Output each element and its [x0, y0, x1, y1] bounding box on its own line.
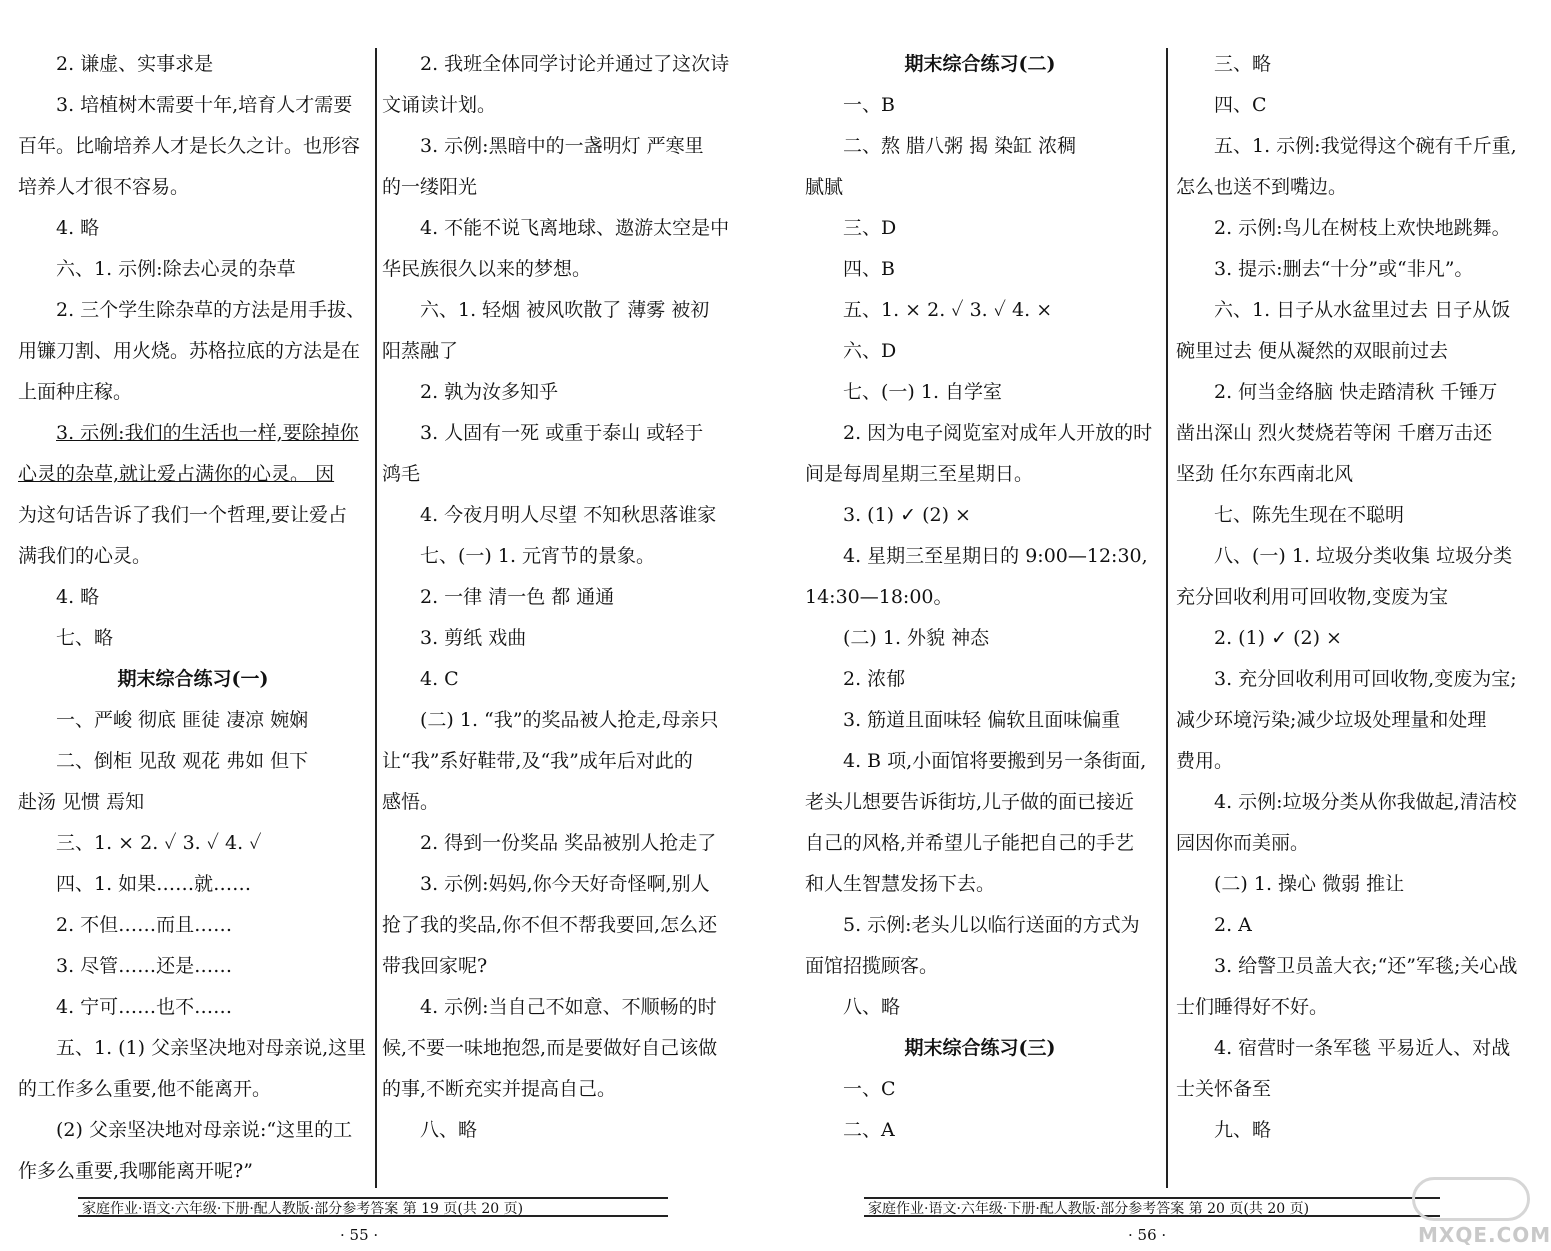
footer-right: 家庭作业·语文·六年级·下册·配人教版·部分参考答案 第 20 页(共 20 页) — [864, 1197, 1440, 1217]
answer-line: 七、(一) 1. 元宵节的景象。 — [420, 545, 656, 567]
answer-line: 七、陈先生现在不聪明 — [1214, 504, 1405, 526]
page-number-left: · 55 · — [340, 1226, 379, 1244]
answer-line: 腻腻 — [805, 176, 844, 198]
answer-line: 士关怀备至 — [1176, 1078, 1272, 1100]
answer-line: 一、C — [843, 1078, 896, 1100]
answer-line: 二、熬 腊八粥 揭 染缸 浓稠 — [843, 135, 1077, 157]
answer-line: (二) 1. “我”的奖品被人抢走,母亲只 — [420, 709, 719, 731]
column-divider-left — [375, 48, 377, 1188]
section-heading: 期末综合练习(一) — [117, 668, 269, 690]
answer-column-2 — [382, 44, 732, 1151]
answer-line: 4. 略 — [56, 586, 100, 608]
page-number-right: · 56 · — [1128, 1226, 1167, 1244]
answer-line: 4. 略 — [56, 217, 100, 239]
section-heading: 期末综合练习(二) — [904, 53, 1056, 75]
answer-line: 2. A — [1214, 914, 1252, 936]
answer-line: 4. B 项,小面馆将要搬到另一条街面, — [843, 750, 1147, 772]
answer-line: 间是每周星期三至星期日。 — [805, 463, 1034, 485]
answer-line: 减少环境污染;减少垃圾处理量和处理 — [1176, 709, 1487, 731]
answer-line: 五、1. 示例:我觉得这个碗有千斤重, — [1214, 135, 1517, 157]
answer-line: 3. 培植树木需要十年,培育人才需要 — [56, 94, 353, 116]
answer-line: 2. (1) ✓ (2) × — [1214, 627, 1342, 649]
answer-line: 3. 充分回收利用可回收物,变废为宝; — [1214, 668, 1517, 690]
answer-line: 百年。比喻培养人才是长久之计。也形容 — [18, 135, 361, 157]
answer-line: 2. 一律 清一色 都 通通 — [420, 586, 615, 608]
answer-line: 一、严峻 彻底 匪徒 凄凉 婉娴 — [56, 709, 309, 731]
answer-line: 用镰刀割、用火烧。苏格拉底的方法是在 — [18, 340, 361, 362]
answer-line: 的事,不断充实并提高自己。 — [382, 1078, 617, 1100]
answer-line: 阳蒸融了 — [382, 340, 459, 362]
answer-line: 抢了我的奖品,你不但不帮我要回,怎么还 — [382, 914, 718, 936]
answer-line: 四、1. 如果……就…… — [56, 873, 252, 895]
answer-line: 2. 三个学生除杂草的方法是用手拔、 — [56, 299, 366, 321]
answer-line: (2) 父亲坚决地对母亲说:“这里的工 — [56, 1119, 353, 1141]
answer-line: 六、1. 轻烟 被风吹散了 薄雾 被初 — [420, 299, 710, 321]
answer-line: 的工作多么重要,他不能离开。 — [18, 1078, 272, 1100]
answer-line: 2. 浓郁 — [843, 668, 906, 690]
answer-line: 六、D — [843, 340, 897, 362]
answer-line: 候,不要一味地抱怨,而是要做好自己该做 — [382, 1037, 718, 1059]
answer-line: 感悟。 — [382, 791, 440, 813]
answer-line: 2. 示例:鸟儿在树枝上欢快地跳舞。 — [1214, 217, 1511, 239]
answer-line: 八、略 — [420, 1119, 478, 1141]
watermark-logo — [1412, 1177, 1551, 1247]
answer-line: 3. 尽管……还是…… — [56, 955, 233, 977]
answer-line: 4. 示例:当自己不如意、不顺畅的时 — [420, 996, 717, 1018]
answer-line: 九、略 — [1214, 1119, 1272, 1141]
answer-line: 2. 何当金络脑 快走踏清秋 千锤万 — [1214, 381, 1498, 403]
answer-line: 3. 剪纸 戏曲 — [420, 627, 527, 649]
answer-line: 2. 得到一份奖品 奖品被别人抢走了 — [420, 832, 717, 854]
answer-line: 2. 不但……而且…… — [56, 914, 233, 936]
answer-line: 华民族很久以来的梦想。 — [382, 258, 592, 280]
answer-line: 五、1. (1) 父亲坚决地对母亲说,这里 — [56, 1037, 367, 1059]
answer-line: (二) 1. 外貌 神态 — [843, 627, 990, 649]
answer-line: 赴汤 见惯 焉知 — [18, 791, 145, 813]
answer-line: 三、略 — [1214, 53, 1272, 75]
answer-line: 3. 示例:黑暗中的一盏明灯 严寒里 — [420, 135, 704, 157]
answer-line: 四、B — [843, 258, 895, 280]
answer-line: 满我们的心灵。 — [18, 545, 152, 567]
answer-line: 充分回收利用可回收物,变废为宝 — [1176, 586, 1449, 608]
answer-line: 和人生智慧发扬下去。 — [805, 873, 996, 895]
answer-line: 八、(一) 1. 垃圾分类收集 垃圾分类 — [1214, 545, 1513, 567]
answer-column-3 — [805, 44, 1155, 1151]
answer-line: 费用。 — [1176, 750, 1234, 772]
answer-line: 3. 筋道且面味轻 偏软且面味偏重 — [843, 709, 1121, 731]
answer-line: 八、略 — [843, 996, 901, 1018]
answer-column-1 — [18, 44, 368, 1192]
answer-line: 2. 因为电子阅览室对成年人开放的时 — [843, 422, 1153, 444]
answer-line: 带我回家呢? — [382, 955, 488, 977]
answer-line: 老头儿想要告诉街坊,儿子做的面已接近 — [805, 791, 1135, 813]
answer-line: 4. 今夜月明人尽望 不知秋思落谁家 — [420, 504, 717, 526]
answer-line: 5. 示例:老头儿以临行送面的方式为 — [843, 914, 1140, 936]
answer-line: 4. 星期三至星期日的 9:00—12:30, — [843, 545, 1148, 567]
answer-line: 2. 孰为汝多知乎 — [420, 381, 559, 403]
answer-line: 4. 宿营时一条军毯 平易近人、对战 — [1214, 1037, 1511, 1059]
answer-line: 3. 示例:妈妈,你今天好奇怪啊,别人 — [420, 873, 710, 895]
answer-line: 3. (1) ✓ (2) × — [843, 504, 971, 526]
answer-line: 3. 给警卫员盖大衣;“还”军毯;关心战 — [1214, 955, 1518, 977]
answer-line: 三、D — [843, 217, 897, 239]
answer-column-4 — [1176, 44, 1526, 1151]
answer-line: 为这句话告诉了我们一个哲理,要让爱占 — [18, 504, 348, 526]
answer-line: 2. 谦虚、实事求是 — [56, 53, 214, 75]
answer-line: 园因你而美丽。 — [1176, 832, 1310, 854]
watermark-badge-icon — [1412, 1177, 1530, 1221]
answer-line: 一、B — [843, 94, 895, 116]
answer-line: 4. C — [420, 668, 459, 690]
answer-line: 面馆招揽顾客。 — [805, 955, 939, 977]
answer-line: 六、1. 示例:除去心灵的杂草 — [56, 258, 296, 280]
answer-line: 的一缕阳光 — [382, 176, 478, 198]
answer-line: 4. 不能不说飞离地球、遨游太空是中 — [420, 217, 730, 239]
answer-line: 自己的风格,并希望儿子能把自己的手艺 — [805, 832, 1135, 854]
section-heading: 期末综合练习(三) — [904, 1037, 1056, 1059]
answer-line: 鸿毛 — [382, 463, 421, 485]
answer-line: 2. 我班全体同学讨论并通过了这次诗 — [420, 53, 730, 75]
answer-line: (二) 1. 操心 微弱 推让 — [1214, 873, 1405, 895]
column-divider-right — [1166, 48, 1168, 1188]
answer-line: 二、倒柜 见敌 观花 弗如 但下 — [56, 750, 309, 772]
answer-line: 六、1. 日子从水盆里过去 日子从饭 — [1214, 299, 1511, 321]
answer-line: 心灵的杂草,就让爱占满你的心灵。 因 — [18, 463, 335, 485]
answer-line: 3. 提示:删去“十分”或“非凡”。 — [1214, 258, 1474, 280]
answer-line: 二、A — [843, 1119, 895, 1141]
answer-line: 七、(一) 1. 自学室 — [843, 381, 1003, 403]
answer-line: 七、略 — [56, 627, 114, 649]
answer-line: 四、C — [1214, 94, 1267, 116]
answer-line: 五、1. × 2. ✓ 3. ✓ 4. × — [843, 299, 1053, 321]
answer-line: 培养人才很不容易。 — [18, 176, 190, 198]
answer-line: 文诵读计划。 — [382, 94, 497, 116]
answer-line: 作多么重要,我哪能离开呢?” — [18, 1160, 253, 1182]
answer-line: 凿出深山 烈火焚烧若等闲 千磨万击还 — [1176, 422, 1493, 444]
answer-line: 士们睡得好不好。 — [1176, 996, 1329, 1018]
answer-line: 三、1. × 2. ✓ 3. ✓ 4. ✓ — [56, 832, 262, 854]
watermark-text: MXQE.COM — [1418, 1223, 1551, 1247]
answer-line: 3. 示例:我们的生活也一样,要除掉你 — [56, 422, 359, 444]
answer-line: 碗里过去 便从凝然的双眼前过去 — [1176, 340, 1449, 362]
answer-line: 4. 示例:垃圾分类从你我做起,清洁校 — [1214, 791, 1517, 813]
answer-line: 3. 人固有一死 或重于泰山 或轻于 — [420, 422, 704, 444]
answer-line: 坚劲 任尔东西南北风 — [1176, 463, 1354, 485]
footer-left: 家庭作业·语文·六年级·下册·配人教版·部分参考答案 第 19 页(共 20 页) — [78, 1197, 668, 1217]
answer-line: 4. 宁可……也不…… — [56, 996, 233, 1018]
answer-line: 怎么也送不到嘴边。 — [1176, 176, 1348, 198]
answer-line: 14:30—18:00。 — [805, 586, 953, 608]
answer-line: 让“我”系好鞋带,及“我”成年后对此的 — [382, 750, 693, 772]
answer-line: 上面种庄稼。 — [18, 381, 133, 403]
